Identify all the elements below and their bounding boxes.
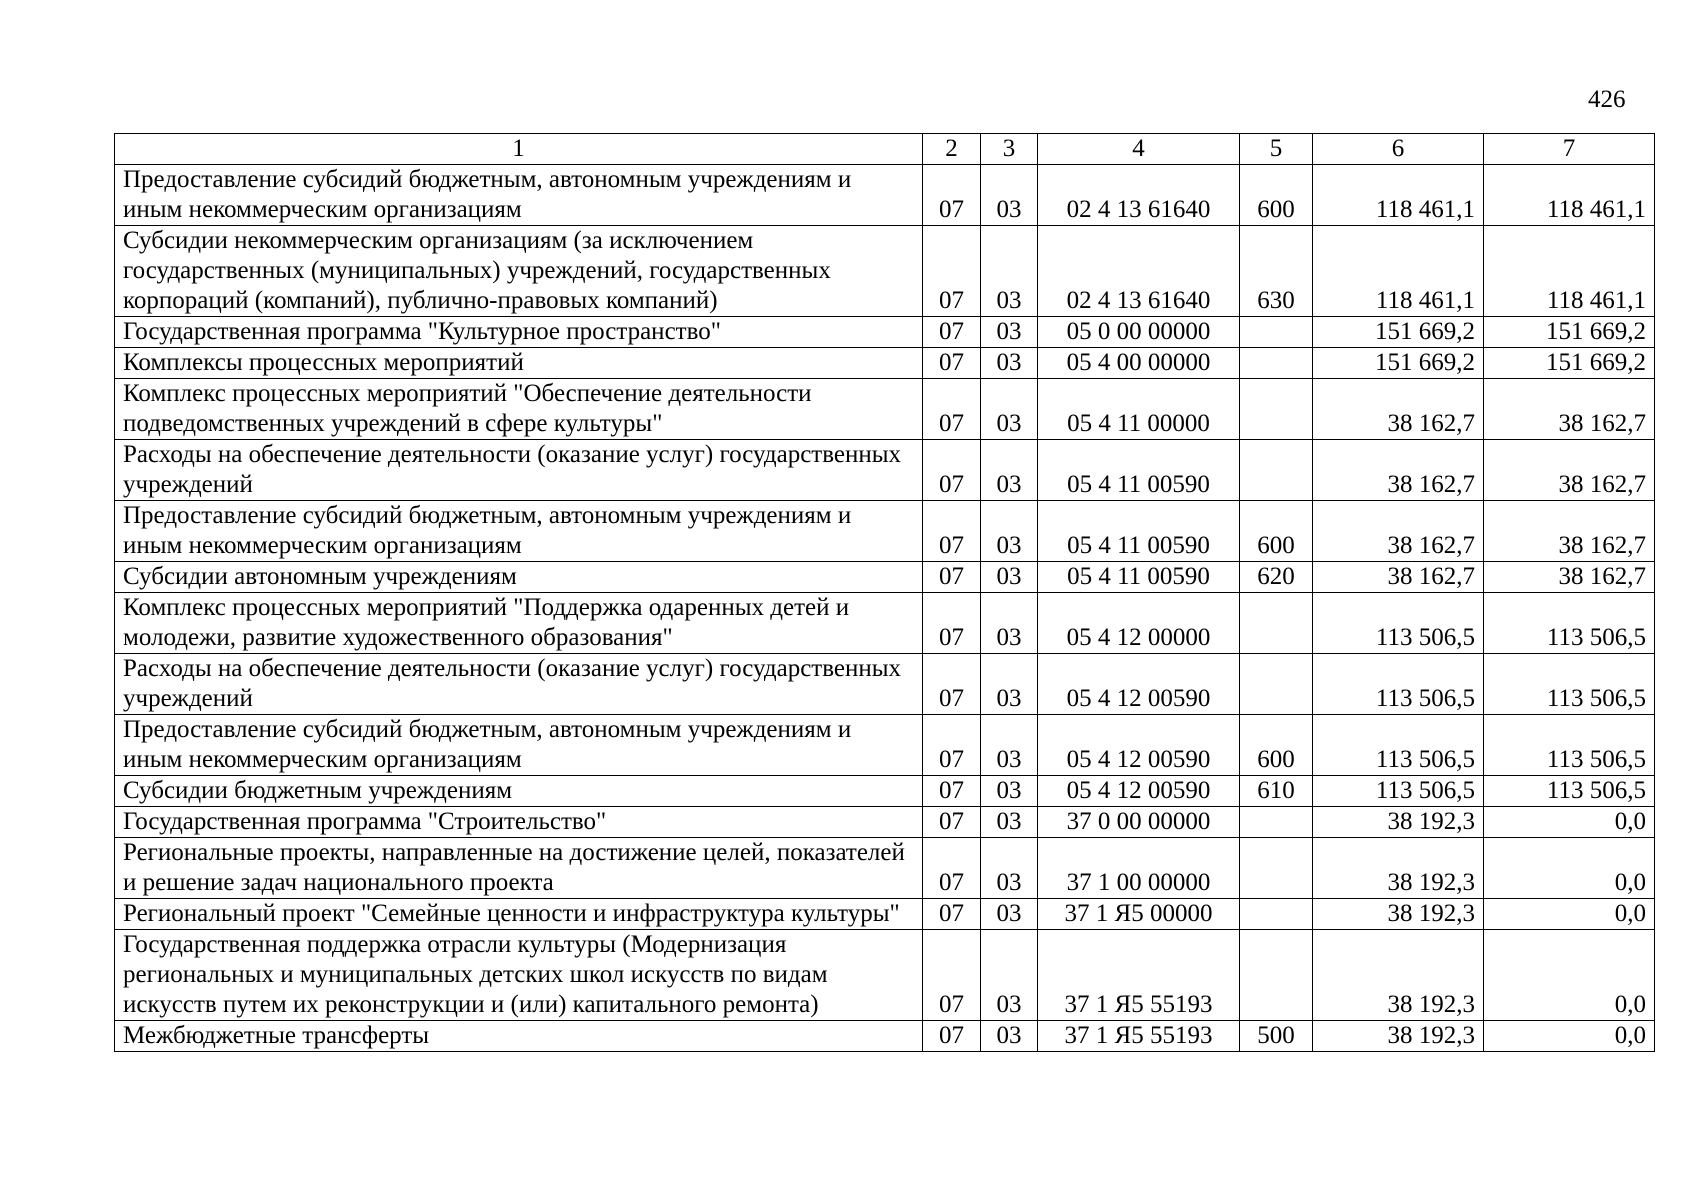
expense-name-cell: Государственная поддержка отрасли культуры (Модернизация региональных и муниципальных детских школ искусств по видам искусств путем их реконструкции и (или) капитального ремонта)	[115, 930, 923, 1021]
table-row	[115, 226, 1655, 317]
column-header: 7	[1484, 134, 1655, 165]
budget-table	[114, 133, 1655, 1052]
target-article-cell: 05 4 12 00590	[1038, 715, 1240, 776]
expense-name-cell: Предоставление субсидий бюджетным, автономным учреждениям и иным некоммерческим организациям	[115, 501, 923, 562]
expense-name-cell: Комплексы процессных мероприятий	[115, 348, 923, 379]
column-header: 6	[1313, 134, 1484, 165]
amount-year1-cell: 113 506,5	[1313, 715, 1484, 776]
section-code-cell: 07	[923, 715, 981, 776]
amount-year2-cell: 0,0	[1484, 930, 1655, 1021]
expense-name-cell: Региональный проект "Семейные ценности и инфраструктура культуры"	[115, 899, 923, 930]
amount-year1-cell: 38 192,3	[1313, 1021, 1484, 1052]
section-code-cell: 07	[923, 379, 981, 440]
amount-year2-cell: 38 162,7	[1484, 562, 1655, 593]
expense-name-cell: Субсидии некоммерческим организациям (за исключением государственных (муниципальных) учреждений, государственных корпораций (компаний), публично-правовых компаний)	[115, 226, 923, 317]
table-row	[115, 654, 1655, 715]
table-row	[115, 593, 1655, 654]
table-row	[115, 348, 1655, 379]
subsection-code-cell: 03	[981, 440, 1038, 501]
amount-year2-cell: 38 162,7	[1484, 379, 1655, 440]
expense-name-cell: Предоставление субсидий бюджетным, автономным учреждениям и иным некоммерческим организациям	[115, 715, 923, 776]
subsection-code-cell: 03	[981, 838, 1038, 899]
expense-type-cell: 620	[1240, 562, 1313, 593]
target-article-cell: 05 4 11 00590	[1038, 562, 1240, 593]
target-article-cell: 37 1 00 00000	[1038, 838, 1240, 899]
subsection-code-cell: 03	[981, 501, 1038, 562]
amount-year1-cell: 38 162,7	[1313, 379, 1484, 440]
expense-name-cell: Субсидии бюджетным учреждениям	[115, 776, 923, 807]
table-body	[115, 134, 1655, 1052]
table-row	[115, 562, 1655, 593]
column-header: 2	[923, 134, 981, 165]
expense-type-cell	[1240, 348, 1313, 379]
target-article-cell: 05 4 12 00000	[1038, 593, 1240, 654]
amount-year2-cell: 0,0	[1484, 838, 1655, 899]
expense-name-cell: Расходы на обеспечение деятельности (оказание услуг) государственных учреждений	[115, 654, 923, 715]
expense-type-cell	[1240, 807, 1313, 838]
subsection-code-cell: 03	[981, 715, 1038, 776]
expense-type-cell	[1240, 899, 1313, 930]
subsection-code-cell: 03	[981, 317, 1038, 348]
table-row	[115, 440, 1655, 501]
target-article-cell: 37 1 Я5 55193	[1038, 1021, 1240, 1052]
target-article-cell: 05 4 11 00000	[1038, 379, 1240, 440]
table-row	[115, 930, 1655, 1021]
amount-year1-cell: 151 669,2	[1313, 348, 1484, 379]
target-article-cell: 37 1 Я5 55193	[1038, 930, 1240, 1021]
expense-type-cell: 630	[1240, 226, 1313, 317]
expense-name-cell: Предоставление субсидий бюджетным, автономным учреждениям и иным некоммерческим организациям	[115, 165, 923, 226]
amount-year1-cell: 113 506,5	[1313, 593, 1484, 654]
target-article-cell: 05 4 11 00590	[1038, 440, 1240, 501]
table-row	[115, 379, 1655, 440]
section-code-cell: 07	[923, 440, 981, 501]
amount-year2-cell: 118 461,1	[1484, 226, 1655, 317]
column-header: 4	[1038, 134, 1240, 165]
target-article-cell: 37 1 Я5 00000	[1038, 899, 1240, 930]
amount-year1-cell: 118 461,1	[1313, 226, 1484, 317]
table-header-row	[115, 134, 1655, 165]
table-row	[115, 1021, 1655, 1052]
expense-name-cell: Комплекс процессных мероприятий "Поддержка одаренных детей и молодежи, развитие художественного образования"	[115, 593, 923, 654]
subsection-code-cell: 03	[981, 654, 1038, 715]
section-code-cell: 07	[923, 348, 981, 379]
section-code-cell: 07	[923, 226, 981, 317]
subsection-code-cell: 03	[981, 807, 1038, 838]
amount-year1-cell: 113 506,5	[1313, 654, 1484, 715]
amount-year2-cell: 0,0	[1484, 899, 1655, 930]
expense-name-cell: Комплекс процессных мероприятий "Обеспечение деятельности подведомственных учреждений в сфере культуры"	[115, 379, 923, 440]
expense-type-cell	[1240, 379, 1313, 440]
target-article-cell: 37 0 00 00000	[1038, 807, 1240, 838]
subsection-code-cell: 03	[981, 930, 1038, 1021]
amount-year1-cell: 38 162,7	[1313, 501, 1484, 562]
amount-year2-cell: 0,0	[1484, 807, 1655, 838]
expense-type-cell: 610	[1240, 776, 1313, 807]
amount-year2-cell: 113 506,5	[1484, 776, 1655, 807]
subsection-code-cell: 03	[981, 348, 1038, 379]
section-code-cell: 07	[923, 838, 981, 899]
amount-year2-cell: 38 162,7	[1484, 440, 1655, 501]
expense-name-cell: Государственная программа "Культурное пространство"	[115, 317, 923, 348]
expense-type-cell: 600	[1240, 165, 1313, 226]
expense-name-cell: Региональные проекты, направленные на достижение целей, показателей и решение задач национального проекта	[115, 838, 923, 899]
subsection-code-cell: 03	[981, 593, 1038, 654]
expense-type-cell	[1240, 593, 1313, 654]
amount-year1-cell: 113 506,5	[1313, 776, 1484, 807]
target-article-cell: 05 0 00 00000	[1038, 317, 1240, 348]
amount-year1-cell: 38 192,3	[1313, 930, 1484, 1021]
table-row	[115, 776, 1655, 807]
table-row	[115, 807, 1655, 838]
amount-year2-cell: 38 162,7	[1484, 501, 1655, 562]
section-code-cell: 07	[923, 807, 981, 838]
subsection-code-cell: 03	[981, 562, 1038, 593]
table-row	[115, 501, 1655, 562]
column-header: 5	[1240, 134, 1313, 165]
amount-year2-cell: 151 669,2	[1484, 348, 1655, 379]
table-row	[115, 838, 1655, 899]
target-article-cell: 05 4 12 00590	[1038, 654, 1240, 715]
table-row	[115, 899, 1655, 930]
table-row	[115, 317, 1655, 348]
subsection-code-cell: 03	[981, 1021, 1038, 1052]
target-article-cell: 05 4 11 00590	[1038, 501, 1240, 562]
subsection-code-cell: 03	[981, 776, 1038, 807]
expense-type-cell	[1240, 440, 1313, 501]
column-header: 3	[981, 134, 1038, 165]
amount-year2-cell: 151 669,2	[1484, 317, 1655, 348]
section-code-cell: 07	[923, 776, 981, 807]
subsection-code-cell: 03	[981, 165, 1038, 226]
section-code-cell: 07	[923, 501, 981, 562]
section-code-cell: 07	[923, 654, 981, 715]
section-code-cell: 07	[923, 165, 981, 226]
table-row	[115, 165, 1655, 226]
expense-type-cell	[1240, 838, 1313, 899]
subsection-code-cell: 03	[981, 379, 1038, 440]
expense-type-cell: 500	[1240, 1021, 1313, 1052]
amount-year2-cell: 113 506,5	[1484, 593, 1655, 654]
expense-type-cell	[1240, 930, 1313, 1021]
expense-type-cell	[1240, 317, 1313, 348]
expense-name-cell: Межбюджетные трансферты	[115, 1021, 923, 1052]
expense-type-cell: 600	[1240, 715, 1313, 776]
expense-name-cell: Субсидии автономным учреждениям	[115, 562, 923, 593]
section-code-cell: 07	[923, 1021, 981, 1052]
amount-year1-cell: 118 461,1	[1313, 165, 1484, 226]
section-code-cell: 07	[923, 930, 981, 1021]
subsection-code-cell: 03	[981, 899, 1038, 930]
section-code-cell: 07	[923, 899, 981, 930]
amount-year1-cell: 151 669,2	[1313, 317, 1484, 348]
section-code-cell: 07	[923, 562, 981, 593]
subsection-code-cell: 03	[981, 226, 1038, 317]
amount-year1-cell: 38 162,7	[1313, 440, 1484, 501]
target-article-cell: 05 4 00 00000	[1038, 348, 1240, 379]
amount-year1-cell: 38 162,7	[1313, 562, 1484, 593]
section-code-cell: 07	[923, 317, 981, 348]
column-header: 1	[115, 134, 923, 165]
page-number: 426	[1588, 86, 1626, 113]
target-article-cell: 05 4 12 00590	[1038, 776, 1240, 807]
target-article-cell: 02 4 13 61640	[1038, 165, 1240, 226]
amount-year1-cell: 38 192,3	[1313, 838, 1484, 899]
expense-type-cell: 600	[1240, 501, 1313, 562]
amount-year1-cell: 38 192,3	[1313, 807, 1484, 838]
amount-year2-cell: 0,0	[1484, 1021, 1655, 1052]
amount-year2-cell: 118 461,1	[1484, 165, 1655, 226]
amount-year2-cell: 113 506,5	[1484, 715, 1655, 776]
amount-year1-cell: 38 192,3	[1313, 899, 1484, 930]
section-code-cell: 07	[923, 593, 981, 654]
table-row	[115, 715, 1655, 776]
target-article-cell: 02 4 13 61640	[1038, 226, 1240, 317]
amount-year2-cell: 113 506,5	[1484, 654, 1655, 715]
expense-type-cell	[1240, 654, 1313, 715]
expense-name-cell: Расходы на обеспечение деятельности (оказание услуг) государственных учреждений	[115, 440, 923, 501]
expense-name-cell: Государственная программа "Строительство"	[115, 807, 923, 838]
